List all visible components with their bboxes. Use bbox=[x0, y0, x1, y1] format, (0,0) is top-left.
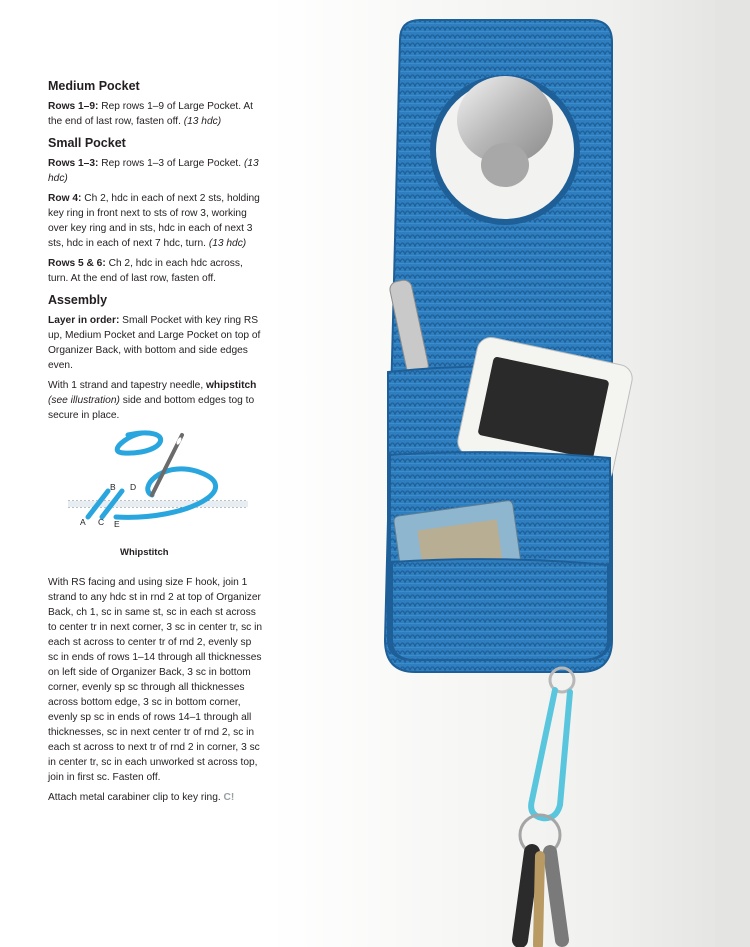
assembly-heading: Assembly bbox=[48, 293, 108, 307]
small-pocket-rows-5-6: Rows 5 & 6: Ch 2, hdc in each hdc across, turn. At the end of last row, fasten off. bbox=[48, 258, 243, 284]
medium-pocket-section bbox=[48, 78, 263, 129]
medium-pocket-rows: Rows 1–9: Rep rows 1–9 of Large Pocket. At the end of last row, fasten off. (13 hdc) bbox=[48, 101, 253, 127]
finishing-section bbox=[48, 575, 263, 805]
diagram-letter-b: B bbox=[110, 482, 116, 492]
diagram-letter-c: C bbox=[98, 517, 105, 527]
small-pocket bbox=[392, 559, 608, 660]
diagram-caption: Whipstitch bbox=[120, 547, 169, 558]
finishing-paragraph: With RS facing and using size F hook, join 1 strand to any hdc st in rnd 2 at top of Organizer Back, ch 1, sc in same st, sc in each st across to center tr in next corner, 3 sc in center tr, sc in each st across to center tr of rnd 2, evenly sp sc in ends of rows 1–14 through all thicknesses on left side of Organizer Back, 3 sc in bottom corner, evenly sp sc through all thicknesses across bottom edge, 3 sc in bottom corner, evenly sp sc in ends of rows 14–1 through all thicknesses, sc in next center tr of rnd 2, sc in each st across to next tr of rnd 2 in corner, 3 sc in center tr, sc in each unworked st across top, join in first sc. Fasten off. bbox=[48, 577, 263, 783]
medium-pocket-heading: Medium Pocket bbox=[48, 79, 140, 93]
assembly-whipstitch: With 1 strand and tapestry needle, whipstitch (see illustration) side and bottom edges tog to secure in place. bbox=[48, 380, 257, 421]
diagram-letter-a: A bbox=[80, 517, 86, 527]
assembly-section bbox=[48, 292, 263, 423]
small-pocket-row-4: Row 4: Ch 2, hdc in each of next 2 sts, holding key ring in front next to sts of row 3, working over key ring and in sts, hdc in each of next 3 sts, hdc in each of next 7 hdc, turn. (13 hdc) bbox=[48, 193, 260, 249]
knob-neck bbox=[481, 143, 529, 187]
door-frame bbox=[715, 0, 750, 947]
whipstitch-diagram bbox=[48, 429, 263, 558]
key-brass bbox=[538, 856, 540, 945]
door-organizer-illustration bbox=[270, 0, 750, 947]
carabiner-paragraph: Attach metal carabiner clip to key ring. C! bbox=[48, 792, 235, 803]
product-photo bbox=[270, 0, 750, 947]
small-pocket-heading: Small Pocket bbox=[48, 136, 126, 150]
assembly-layer: Layer in order: Small Pocket with key ring RS up, Medium Pocket and Large Pocket on top of Organizer Back, with bottom and side edges even. bbox=[48, 315, 261, 371]
diagram-letter-e: E bbox=[114, 519, 120, 529]
whipstitch-illustration bbox=[68, 429, 248, 541]
instructions-column bbox=[48, 78, 263, 811]
small-pocket-section bbox=[48, 135, 263, 286]
end-mark: C! bbox=[223, 792, 235, 803]
small-pocket-rows-1-3: Rows 1–3: Rep rows 1–3 of Large Pocket. (13 hdc) bbox=[48, 158, 259, 184]
diagram-letter-d: D bbox=[130, 482, 137, 492]
